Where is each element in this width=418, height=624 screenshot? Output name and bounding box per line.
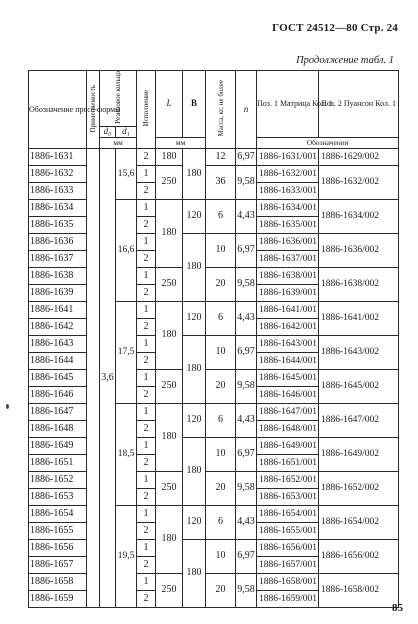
n-cell: 6,97 bbox=[236, 335, 257, 369]
d1-cell: 19,5 bbox=[116, 505, 137, 607]
pos1-cell: 1886-1633/001 bbox=[257, 182, 319, 199]
pos1-cell: 1886-1645/001 bbox=[257, 369, 319, 386]
row-code: 1886-1645 bbox=[29, 369, 87, 386]
B-cell: 120 bbox=[183, 301, 206, 335]
n-cell: 9,58 bbox=[236, 471, 257, 505]
row-code: 1886-1648 bbox=[29, 420, 87, 437]
n-cell: 6,97 bbox=[236, 437, 257, 471]
mass-cell: 6 bbox=[206, 301, 236, 335]
B-cell: 120 bbox=[183, 403, 206, 437]
version-cell: 2 bbox=[137, 556, 156, 573]
pos1-cell: 1886-1637/001 bbox=[257, 250, 319, 267]
version-cell: 1 bbox=[137, 437, 156, 454]
version-cell: 1 bbox=[137, 471, 156, 488]
table-row bbox=[29, 165, 399, 182]
col-version: Исполнение bbox=[137, 71, 156, 149]
L-cell: 180 bbox=[156, 148, 183, 165]
table-row bbox=[29, 471, 399, 488]
pos1-cell: 1886-1632/001 bbox=[257, 165, 319, 182]
d1-cell: 15,6 bbox=[116, 148, 137, 199]
col-rubber-rings: Резиновое кольцо bbox=[100, 71, 137, 127]
row-code: 1886-1644 bbox=[29, 352, 87, 369]
B-cell: 180 bbox=[183, 148, 206, 199]
row-code: 1886-1649 bbox=[29, 437, 87, 454]
mass-cell: 20 bbox=[206, 267, 236, 301]
pos2-cell: 1886-1629/002 bbox=[319, 148, 399, 165]
n-cell: 6,97 bbox=[236, 148, 257, 165]
row-code: 1886-1634 bbox=[29, 199, 87, 216]
version-cell: 1 bbox=[137, 335, 156, 352]
L-cell: 180 bbox=[156, 199, 183, 267]
pos1-cell: 1886-1638/001 bbox=[257, 267, 319, 284]
row-code: 1886-1643 bbox=[29, 335, 87, 352]
d1-cell: 17,5 bbox=[116, 301, 137, 403]
version-cell: 2 bbox=[137, 488, 156, 505]
col-B: B bbox=[183, 71, 206, 138]
pos1-cell: 1886-1635/001 bbox=[257, 216, 319, 233]
pos2-cell: 1886-1656/002 bbox=[319, 539, 399, 573]
version-cell: 2 bbox=[137, 216, 156, 233]
n-cell: 4,43 bbox=[236, 403, 257, 437]
version-cell: 2 bbox=[137, 352, 156, 369]
pos1-cell: 1886-1655/001 bbox=[257, 522, 319, 539]
pos2-cell: 1886-1652/002 bbox=[319, 471, 399, 505]
table-row bbox=[29, 573, 399, 590]
version-cell: 2 bbox=[137, 522, 156, 539]
pos1-cell: 1886-1657/001 bbox=[257, 556, 319, 573]
col-pos2: Поз. 2 Пуансон Кол. 1 bbox=[319, 71, 399, 138]
version-cell: 1 bbox=[137, 573, 156, 590]
continuation-label: Продолжение табл. 1 bbox=[296, 55, 394, 66]
standard-number: ГОСТ 24512—80 bbox=[272, 22, 358, 34]
mass-cell: 6 bbox=[206, 199, 236, 233]
version-cell: 2 bbox=[137, 284, 156, 301]
L-cell: 250 bbox=[156, 573, 183, 607]
d1-cell: 18,5 bbox=[116, 403, 137, 505]
row-code: 1886-1653 bbox=[29, 488, 87, 505]
B-cell: 180 bbox=[183, 437, 206, 505]
version-cell: 1 bbox=[137, 165, 156, 182]
page-header bbox=[272, 22, 398, 34]
pos2-cell: 1886-1638/002 bbox=[319, 267, 399, 301]
pos2-cell: 1886-1647/002 bbox=[319, 403, 399, 437]
pos1-cell: 1886-1649/001 bbox=[257, 437, 319, 454]
B-cell: 180 bbox=[183, 539, 206, 607]
mass-cell: 20 bbox=[206, 369, 236, 403]
B-cell: 120 bbox=[183, 199, 206, 233]
L-cell: 180 bbox=[156, 301, 183, 369]
row-code: 1886-1651 bbox=[29, 454, 87, 471]
B-cell: 120 bbox=[183, 505, 206, 539]
table-row bbox=[29, 369, 399, 386]
L-cell: 250 bbox=[156, 165, 183, 199]
table-row bbox=[29, 505, 399, 522]
mass-cell: 12 bbox=[206, 148, 236, 165]
mass-cell: 36 bbox=[206, 165, 236, 199]
L-cell: 250 bbox=[156, 471, 183, 505]
table-row bbox=[29, 301, 399, 318]
version-cell: 1 bbox=[137, 301, 156, 318]
version-cell: 2 bbox=[137, 386, 156, 403]
pos1-cell: 1886-1636/001 bbox=[257, 233, 319, 250]
col-pos1: Поз. 1 Матрица Кол. 1 bbox=[257, 71, 319, 138]
version-cell: 1 bbox=[137, 233, 156, 250]
mass-cell: 10 bbox=[206, 539, 236, 573]
row-code: 1886-1652 bbox=[29, 471, 87, 488]
row-code: 1886-1659 bbox=[29, 590, 87, 607]
table-row bbox=[29, 403, 399, 420]
B-cell: 180 bbox=[183, 233, 206, 301]
version-cell: 2 bbox=[137, 590, 156, 607]
row-code: 1886-1655 bbox=[29, 522, 87, 539]
version-cell: 2 bbox=[137, 182, 156, 199]
mass-cell: 10 bbox=[206, 437, 236, 471]
row-code: 1886-1657 bbox=[29, 556, 87, 573]
col-designations: Обозначения bbox=[257, 137, 399, 148]
applicability-cell bbox=[87, 148, 100, 607]
n-cell: 9,58 bbox=[236, 267, 257, 301]
table-row bbox=[29, 335, 399, 352]
pos1-cell: 1886-1659/001 bbox=[257, 590, 319, 607]
pos1-cell: 1886-1634/001 bbox=[257, 199, 319, 216]
pos2-cell: 1886-1636/002 bbox=[319, 233, 399, 267]
row-code: 1886-1635 bbox=[29, 216, 87, 233]
version-cell: 1 bbox=[137, 369, 156, 386]
col-n: n bbox=[236, 71, 257, 149]
mass-cell: 20 bbox=[206, 471, 236, 505]
mass-cell: 10 bbox=[206, 335, 236, 369]
version-cell: 1 bbox=[137, 505, 156, 522]
n-cell: 6,97 bbox=[236, 539, 257, 573]
version-cell: 2 bbox=[137, 420, 156, 437]
version-cell: 1 bbox=[137, 267, 156, 284]
row-code: 1886-1658 bbox=[29, 573, 87, 590]
pos1-cell: 1886-1651/001 bbox=[257, 454, 319, 471]
row-code: 1886-1646 bbox=[29, 386, 87, 403]
col-units-mm-2: мм bbox=[156, 137, 206, 148]
row-code: 1886-1636 bbox=[29, 233, 87, 250]
col-designation: Обозначение пресс-формы bbox=[29, 71, 87, 149]
pos1-cell: 1886-1654/001 bbox=[257, 505, 319, 522]
mass-cell: 10 bbox=[206, 233, 236, 267]
version-cell: 1 bbox=[137, 403, 156, 420]
pos2-cell: 1886-1634/002 bbox=[319, 199, 399, 233]
pos2-cell: 1886-1658/002 bbox=[319, 573, 399, 607]
pos1-cell: 1886-1652/001 bbox=[257, 471, 319, 488]
mold-table bbox=[28, 70, 399, 608]
col-d0: d₀ bbox=[100, 126, 116, 137]
table-row bbox=[29, 267, 399, 284]
table-row bbox=[29, 199, 399, 216]
B-cell: 180 bbox=[183, 335, 206, 403]
pos1-cell: 1886-1658/001 bbox=[257, 573, 319, 590]
pos1-cell: 1886-1639/001 bbox=[257, 284, 319, 301]
scan-mark bbox=[6, 404, 9, 409]
pos2-cell: 1886-1649/002 bbox=[319, 437, 399, 471]
pos2-cell: 1886-1632/002 bbox=[319, 165, 399, 199]
pos1-cell: 1886-1631/001 bbox=[257, 148, 319, 165]
n-cell: 4,43 bbox=[236, 301, 257, 335]
mass-cell: 20 bbox=[206, 573, 236, 607]
L-cell: 180 bbox=[156, 403, 183, 471]
row-code: 1886-1641 bbox=[29, 301, 87, 318]
mass-cell: 6 bbox=[206, 505, 236, 539]
version-cell: 2 bbox=[137, 318, 156, 335]
row-code: 1886-1642 bbox=[29, 318, 87, 335]
row-code: 1886-1638 bbox=[29, 267, 87, 284]
col-L: L bbox=[156, 71, 183, 138]
d0-cell: 3,6 bbox=[100, 148, 116, 607]
pos2-cell: 1886-1654/002 bbox=[319, 505, 399, 539]
d1-cell: 16,6 bbox=[116, 199, 137, 301]
pos2-cell: 1886-1641/002 bbox=[319, 301, 399, 335]
page-number: 85 bbox=[392, 602, 403, 614]
n-cell: 6,97 bbox=[236, 233, 257, 267]
pos2-cell: 1886-1643/002 bbox=[319, 335, 399, 369]
n-cell: 4,43 bbox=[236, 505, 257, 539]
table-row bbox=[29, 539, 399, 556]
col-applicability: Применяемость bbox=[87, 71, 100, 149]
version-cell: 2 bbox=[137, 454, 156, 471]
table-row bbox=[29, 437, 399, 454]
row-code: 1886-1639 bbox=[29, 284, 87, 301]
row-code: 1886-1631 bbox=[29, 148, 87, 165]
col-units-mm: мм bbox=[100, 137, 137, 148]
n-cell: 9,58 bbox=[236, 573, 257, 607]
col-mass: Масса, кг, не более bbox=[206, 71, 236, 149]
col-d1: d₁ bbox=[116, 126, 137, 137]
table-row bbox=[29, 233, 399, 250]
row-code: 1886-1637 bbox=[29, 250, 87, 267]
row-code: 1886-1654 bbox=[29, 505, 87, 522]
L-cell: 180 bbox=[156, 505, 183, 573]
pos1-cell: 1886-1653/001 bbox=[257, 488, 319, 505]
pos1-cell: 1886-1647/001 bbox=[257, 403, 319, 420]
L-cell: 250 bbox=[156, 369, 183, 403]
pos1-cell: 1886-1648/001 bbox=[257, 420, 319, 437]
version-cell: 2 bbox=[137, 250, 156, 267]
table-row bbox=[29, 148, 399, 165]
pos1-cell: 1886-1646/001 bbox=[257, 386, 319, 403]
row-code: 1886-1656 bbox=[29, 539, 87, 556]
pos1-cell: 1886-1641/001 bbox=[257, 301, 319, 318]
n-cell: 9,58 bbox=[236, 165, 257, 199]
version-cell: 1 bbox=[137, 539, 156, 556]
row-code: 1886-1633 bbox=[29, 182, 87, 199]
pos2-cell: 1886-1645/002 bbox=[319, 369, 399, 403]
L-cell: 250 bbox=[156, 267, 183, 301]
pos1-cell: 1886-1643/001 bbox=[257, 335, 319, 352]
version-cell: 2 bbox=[137, 148, 156, 165]
pos1-cell: 1886-1642/001 bbox=[257, 318, 319, 335]
page-label: Стр. 24 bbox=[360, 22, 398, 34]
row-code: 1886-1647 bbox=[29, 403, 87, 420]
row-code: 1886-1632 bbox=[29, 165, 87, 182]
pos1-cell: 1886-1644/001 bbox=[257, 352, 319, 369]
version-cell: 1 bbox=[137, 199, 156, 216]
mass-cell: 6 bbox=[206, 403, 236, 437]
pos1-cell: 1886-1656/001 bbox=[257, 539, 319, 556]
n-cell: 9,58 bbox=[236, 369, 257, 403]
n-cell: 4,43 bbox=[236, 199, 257, 233]
